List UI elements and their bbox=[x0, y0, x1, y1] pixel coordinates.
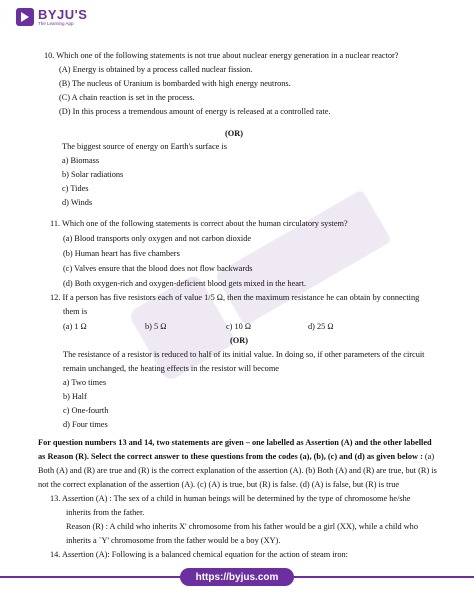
q11-option-a: (a) Blood transports only oxygen and not carbon dioxide bbox=[63, 234, 252, 243]
q12-alt-option-b: b) Half bbox=[63, 392, 87, 401]
q10-alt-option-b: b) Solar radiations bbox=[62, 170, 124, 179]
q12-alt-line2: remain unchanged, the heating effects in the resistor will become bbox=[63, 364, 279, 373]
q10-alt-option-a: a) Biomass bbox=[62, 156, 100, 165]
footer-url-link[interactable]: https://byjus.com bbox=[180, 568, 294, 586]
q10-option-b: (B) The nucleus of Uranium is bombarded with high energy neutrons. bbox=[59, 79, 291, 88]
q11-option-d: (d) Both oxygen-rich and oxygen-deficient blood gets mixed in the heart. bbox=[63, 279, 307, 288]
header bbox=[16, 6, 88, 36]
q12-option-d: d) 25 Ω bbox=[308, 322, 334, 331]
instructions-line4: not the correct explanation of the assertion (A). (c) (A) is true, but (R) is false. (d) (A) is false, but (R) is true bbox=[38, 480, 400, 489]
q12-or-label: (OR) bbox=[230, 336, 248, 345]
q13-line1: 13. Assertion (A) : The sex of a child in human beings will be determined by the type of chromosome he/she bbox=[50, 494, 411, 503]
footer-rule-left bbox=[0, 576, 184, 578]
q12-alt-option-c: c) One-fourth bbox=[63, 406, 109, 415]
q12-option-c: c) 10 Ω bbox=[226, 322, 252, 331]
q13-line4: inherits a `Y' chromosome from the father would be a boy (XY). bbox=[66, 536, 281, 545]
q12-alt-line1: The resistance of a resistor is reduced to half of its initial value. In doing so, if other parameters of the circuit bbox=[63, 350, 425, 359]
q13-line3: Reason (R) : A child who inherits X' chromosome from his father would be a girl (XX), while a child who bbox=[66, 522, 418, 531]
q11-stem: 11. Which one of the following statements is correct about the human circulatory system? bbox=[50, 219, 348, 228]
q11-option-c: (c) Valves ensure that the blood does not flow backwards bbox=[63, 264, 253, 273]
instructions-line2 bbox=[38, 451, 434, 463]
footer-rule-right bbox=[290, 576, 474, 578]
q10-or-label: (OR) bbox=[225, 129, 243, 138]
q10-alt-stem: The biggest source of energy on Earth's surface is bbox=[62, 142, 227, 151]
q10-alt-option-d: d) Winds bbox=[62, 198, 93, 207]
q12-option-b: b) 5 Ω bbox=[145, 322, 167, 331]
brand-tagline: The Learning App bbox=[38, 21, 74, 26]
q12-alt-option-d: d) Four times bbox=[63, 420, 108, 429]
q10-option-d: (D) In this process a tremendous amount of energy is released at a controlled rate. bbox=[59, 107, 331, 116]
q10-option-c: (C) A chain reaction is set in the process. bbox=[59, 93, 195, 102]
q10-alt-option-c: c) Tides bbox=[62, 184, 89, 193]
q12-alt-option-a: a) Two times bbox=[63, 378, 107, 387]
q10-stem: 10. Which one of the following statements is not true about nuclear energy generation in a nuclear reactor? bbox=[44, 51, 399, 60]
footer bbox=[0, 558, 474, 592]
q13-line2: inherits from the father. bbox=[66, 508, 145, 517]
instructions-line3: Both (A) and (R) are true and (R) is the correct explanation of the assertion (A). (b) Both (A) and (R) are true, but (R) is bbox=[38, 466, 437, 475]
q12-option-a: (a) 1 Ω bbox=[63, 322, 87, 331]
q11-option-b: (b) Human heart has five chambers bbox=[63, 249, 180, 258]
brand-name: BYJU'S bbox=[38, 7, 88, 22]
q14-line1: 14. Assertion (A): Following is a balanced chemical equation for the action of steam iron: bbox=[50, 550, 348, 559]
instructions-line2-bold: as Reason (R). Select the correct answer to these questions from the codes (a), (b), (c) and (d) as given below : bbox=[38, 452, 423, 461]
byjus-logo-icon bbox=[16, 8, 34, 26]
q12-stem-line1: 12. If a person has five resistors each of value 1/5 Ω, then the maximum resistance he can obtain by connecting bbox=[50, 293, 420, 302]
q12-stem-line2: them is bbox=[63, 307, 88, 316]
q10-option-a: (A) Energy is obtained by a process called nuclear fission. bbox=[59, 65, 253, 74]
instructions-line2-code: (a) bbox=[422, 452, 435, 461]
instructions-line1: For question numbers 13 and 14, two statements are given – one labelled as Assertion (A) and the other labelled bbox=[38, 438, 432, 447]
